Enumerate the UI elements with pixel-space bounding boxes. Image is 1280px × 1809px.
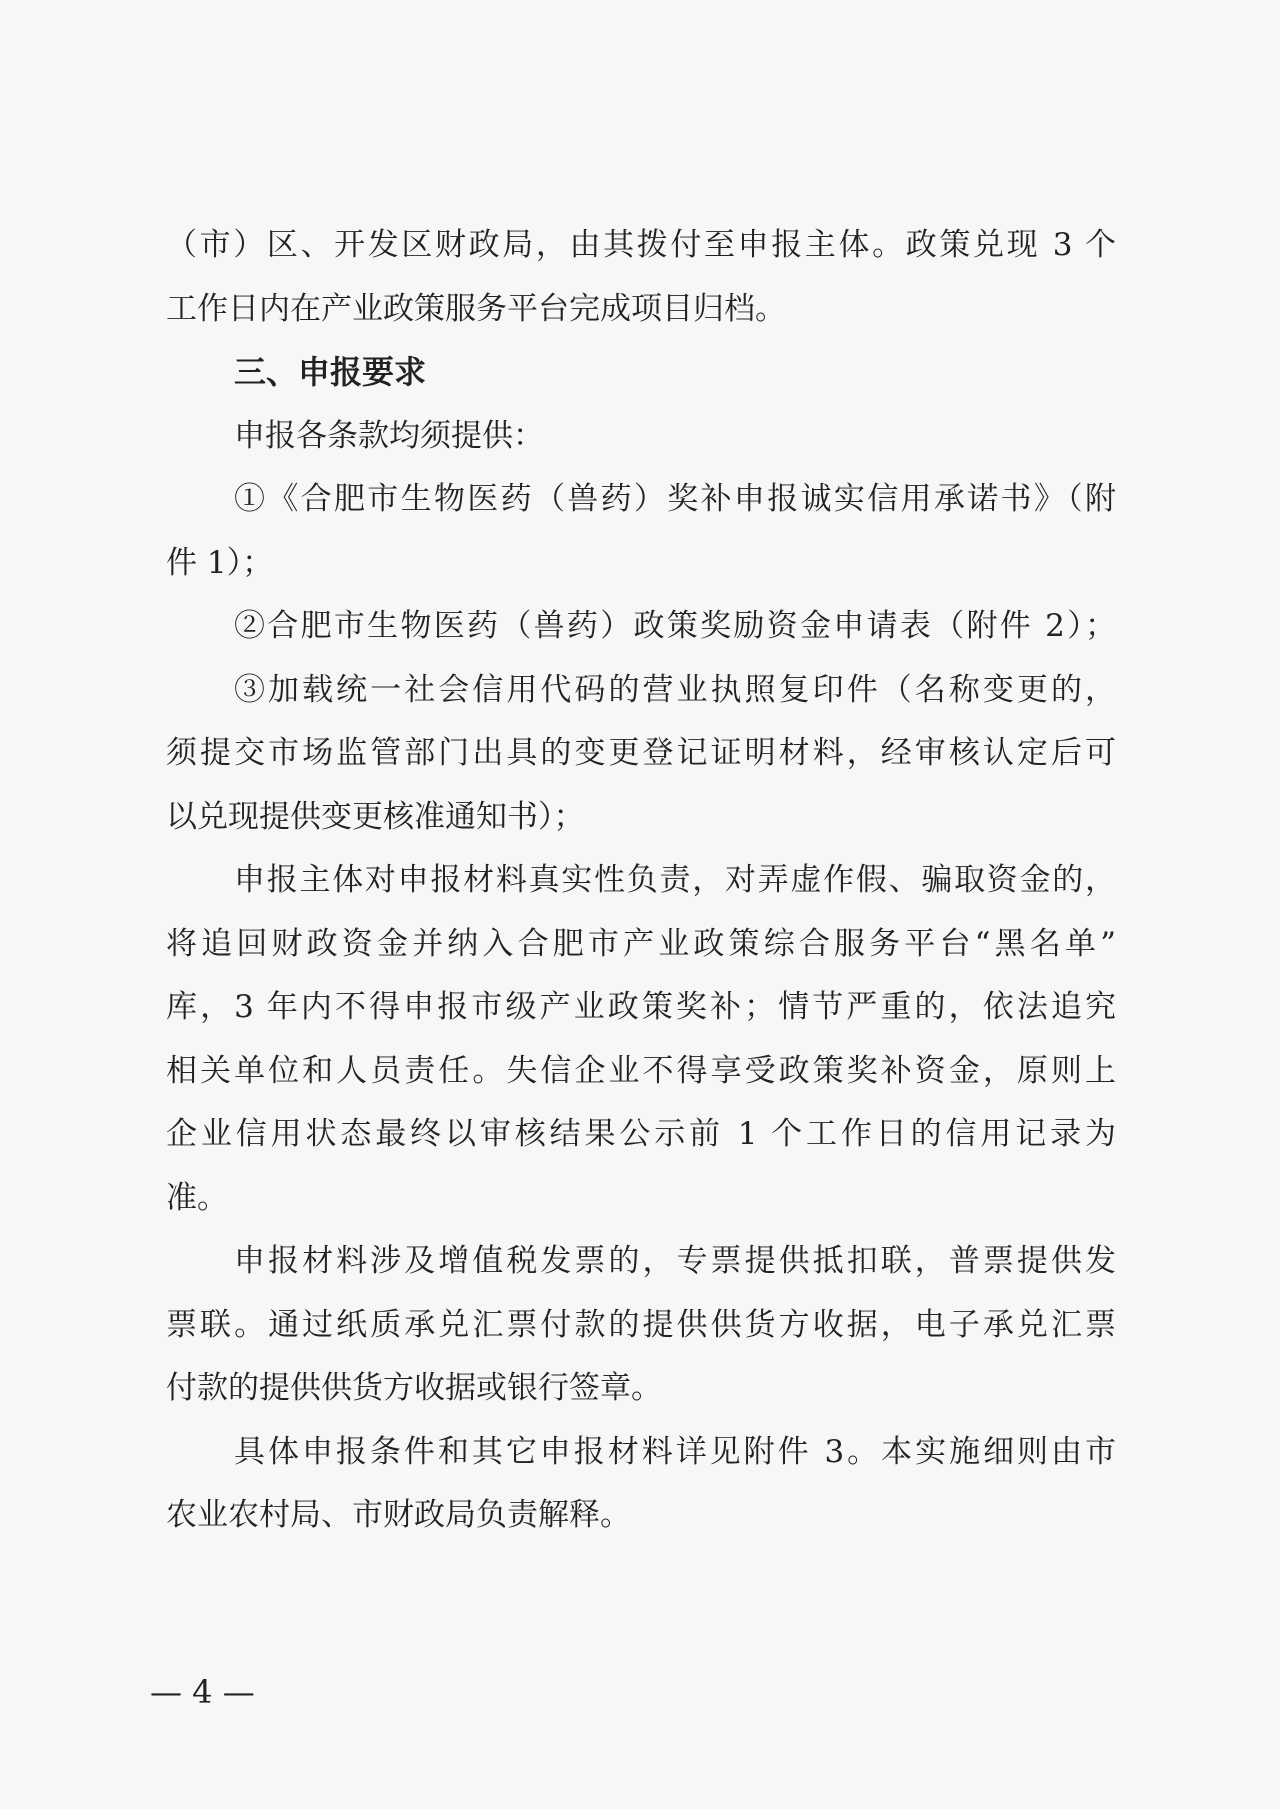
- text-line: 件 1）；: [166, 544, 274, 581]
- text-line: 付款的提供供货方收据或银行签章。: [166, 1370, 662, 1406]
- text-line: 准。: [166, 1179, 228, 1216]
- text-line: 须提交市场监管部门出具的变更登记证明材料，经审核认定后可: [166, 735, 1116, 771]
- section-heading: 三、申报要求: [234, 353, 427, 391]
- text-line: 将追回财政资金并纳入合肥市产业政策综合服务平台“黑名单”: [166, 925, 1116, 962]
- page-number: — 4 —: [150, 1673, 255, 1711]
- text-line: 票联。通过纸质承兑汇票付款的提供供货方收据，电子承兑汇票: [166, 1306, 1116, 1343]
- text-line: 具体申报条件和其它申报材料详见附件 3。本实施细则由市: [234, 1433, 1116, 1470]
- text-line: ③加载统一社会信用代码的营业执照复印件（名称变更的，: [234, 671, 1116, 708]
- text-line: ①《合肥市生物医药（兽药）奖补申报诚实信用承诺书》（附: [234, 481, 1116, 517]
- text-line: 库，3 年内不得申报市级产业政策奖补；情节严重的，依法追究: [166, 989, 1116, 1025]
- document-body: [166, 214, 1116, 1548]
- text-line: 相关单位和人员责任。失信企业不得享受政策奖补资金，原则上: [166, 1052, 1116, 1089]
- text-line: 申报材料涉及增值税发票的，专票提供抵扣联，普票提供发: [234, 1243, 1116, 1279]
- text-line: 申报主体对申报材料真实性负责，对弄虚作假、骗取资金的，: [234, 862, 1116, 898]
- text-line: ②合肥市生物医药（兽药）政策奖励资金申请表（附件 2）；: [234, 608, 1116, 644]
- text-line: 以兑现提供变更核准通知书）；: [166, 798, 585, 835]
- text-line: 工作日内在产业政策服务平台完成项目归档。: [166, 290, 786, 327]
- text-line: 申报各条款均须提供：: [234, 417, 544, 454]
- text-line: 农业农村局、市财政局负责解释。: [166, 1497, 631, 1533]
- text-line: （市）区、开发区财政局，由其拨付至申报主体。政策兑现 3 个: [166, 227, 1116, 263]
- text-line: 企业信用状态最终以审核结果公示前 1 个工作日的信用记录为: [166, 1116, 1116, 1152]
